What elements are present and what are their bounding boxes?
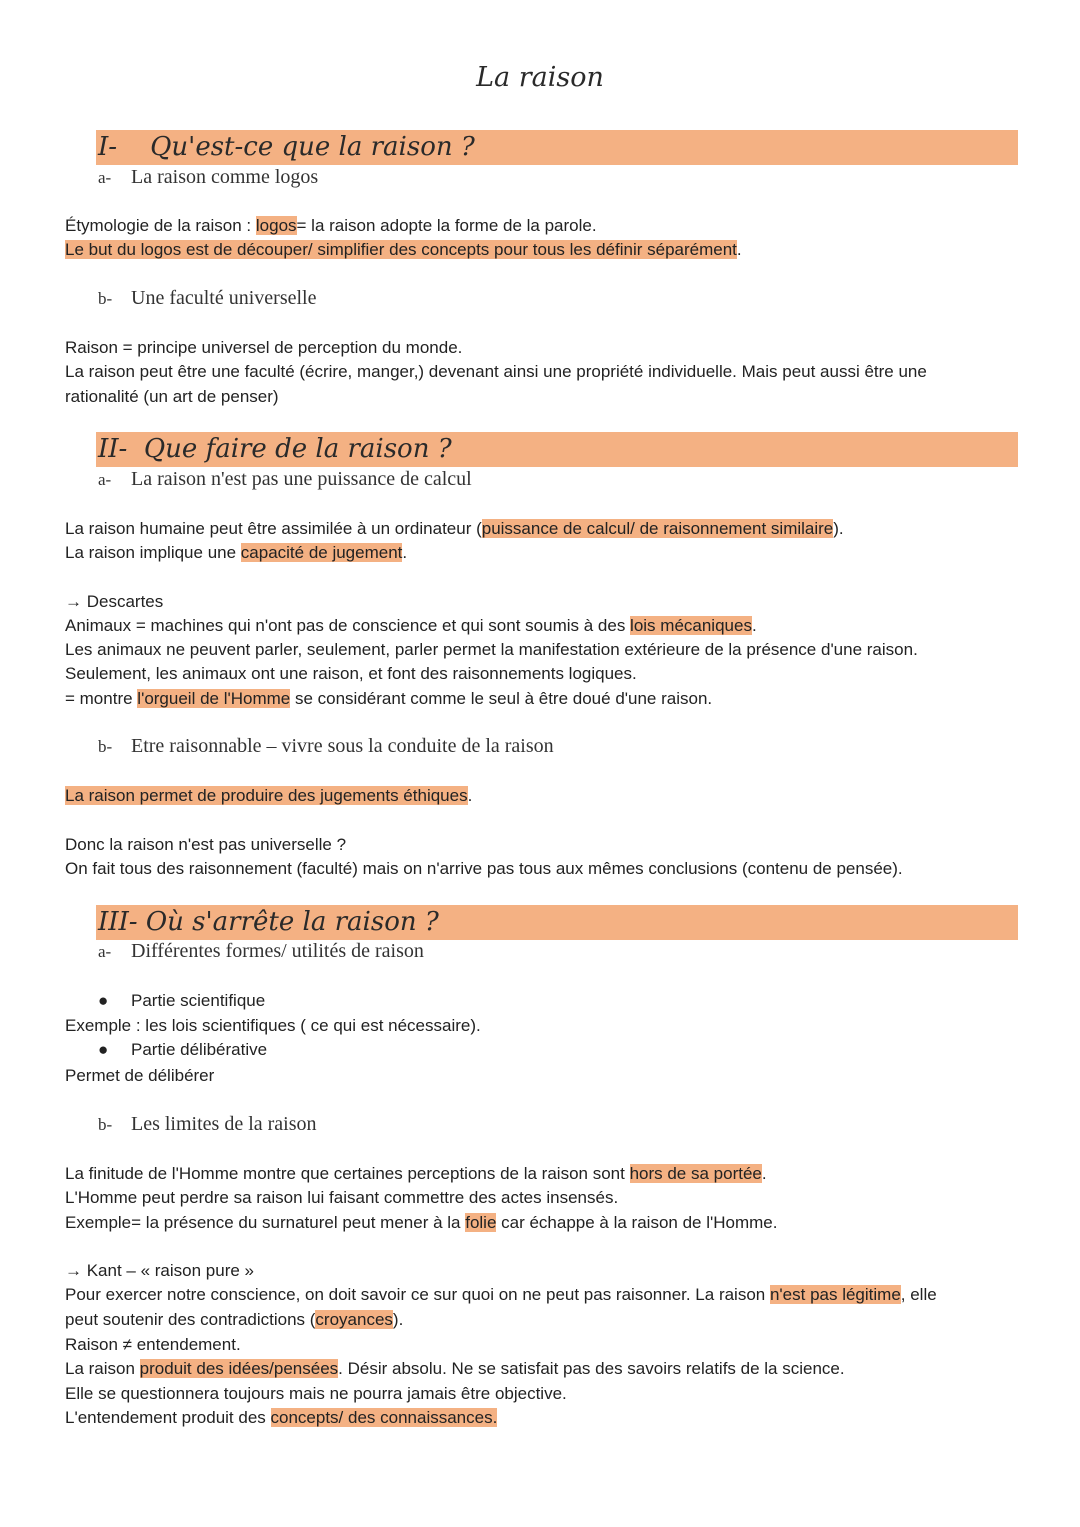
highlight: produit des idées/pensées xyxy=(139,1359,339,1378)
paragraph: La raison peut être une faculté (écrire, manger,) devenant ainsi une propriété individuelle. Mais peut aussi être une xyxy=(65,362,927,381)
subsection-letter: a- xyxy=(98,470,112,489)
paragraph: Les animaux ne peuvent parler, seulement, parler permet la manifestation extérieure de la présence d'une raison. xyxy=(65,640,918,659)
paragraph: → Kant – « raison pure » xyxy=(65,1261,255,1280)
paragraph: L'Homme peut perdre sa raison lui faisant commettre des actes insensés. xyxy=(65,1188,619,1207)
highlight: capacité de jugement xyxy=(240,543,403,562)
section-title-2: II- Que faire de la raison ? xyxy=(98,434,452,464)
paragraph: rationalité (un art de penser) xyxy=(65,387,279,406)
paragraph: Raison = principe universel de perception du monde. xyxy=(65,338,463,357)
highlight: croyances xyxy=(315,1310,393,1329)
paragraph: Seulement, les animaux ont une raison, et font des raisonnements logiques. xyxy=(65,664,637,683)
subsection-1b xyxy=(98,287,316,310)
paragraph: = montre l'orgueil de l'Homme se considérant comme le seul à être doué d'une raison. xyxy=(65,689,713,708)
subsection-3b xyxy=(98,1113,317,1136)
paragraph: Exemple : les lois scientifiques ( ce qui est nécessaire). xyxy=(65,1016,481,1035)
highlight: logos xyxy=(255,216,297,235)
subsection-letter: a- xyxy=(98,168,112,187)
paragraph: Permet de délibérer xyxy=(65,1066,215,1085)
paragraph: Le but du logos est de découper/ simplifier des concepts pour tous les définir séparément. xyxy=(65,240,742,259)
paragraph: On fait tous des raisonnement (faculté) mais on n'arrive pas tous aux mêmes conclusions (contenu de pensée). xyxy=(65,859,903,878)
subsection-label: La raison comme logos xyxy=(131,166,319,188)
subsection-letter: a- xyxy=(98,942,112,961)
subsection-1a xyxy=(98,166,318,189)
subsection-label: Différentes formes/ utilités de raison xyxy=(131,940,424,962)
paragraph: Exemple= la présence du surnaturel peut mener à la folie car échappe à la raison de l'Homme. xyxy=(65,1213,778,1232)
highlight: concepts/ des connaissances. xyxy=(270,1408,498,1427)
paragraph: L'entendement produit des concepts/ des connaissances. xyxy=(65,1408,498,1427)
highlight: lois mécaniques xyxy=(630,616,752,635)
section-title-1: I- Qu'est-ce que la raison ? xyxy=(98,132,475,162)
subsection-letter: b- xyxy=(98,1115,113,1134)
paragraph: La raison permet de produire des jugements éthiques. xyxy=(65,786,473,805)
bullet-icon: ● xyxy=(98,991,109,1010)
subsection-2a xyxy=(98,468,472,491)
highlight: folie xyxy=(465,1213,497,1232)
paragraph: La raison produit des idées/pensées. Désir absolu. Ne se satisfait pas des savoirs relatifs de la science. xyxy=(65,1359,845,1378)
subsection-letter: b- xyxy=(98,289,113,308)
bullet-item: ● Partie scientifique xyxy=(98,991,266,1010)
paragraph: Pour exercer notre conscience, on doit savoir ce sur quoi on ne peut pas raisonner. La raison n'est pas légitime, elle xyxy=(65,1285,937,1304)
subsection-3a xyxy=(98,940,424,963)
subsection-label: Les limites de la raison xyxy=(131,1113,317,1135)
subsection-2b xyxy=(98,735,554,758)
subsection-label: Une faculté universelle xyxy=(131,287,317,309)
highlight: Le but du logos est de découper/ simplifier des concepts pour tous les définir séparément xyxy=(65,240,737,259)
section-title-3: III- Où s'arrête la raison ? xyxy=(98,907,439,937)
paragraph: Elle se questionnera toujours mais ne pourra jamais être objective. xyxy=(65,1384,567,1403)
highlight: puissance de calcul/ de raisonnement similaire xyxy=(481,519,834,538)
highlight: hors de sa portée xyxy=(629,1164,762,1183)
paragraph: Étymologie de la raison : logos= la raison adopte la forme de la parole. xyxy=(65,216,597,235)
bullet-icon: ● xyxy=(98,1040,109,1059)
page-title: La raison xyxy=(476,62,604,93)
paragraph: La raison humaine peut être assimilée à un ordinateur (puissance de calcul/ de raisonnement similaire). xyxy=(65,519,844,538)
paragraph: Donc la raison n'est pas universelle ? xyxy=(65,835,347,854)
highlight: l'orgueil de l'Homme xyxy=(137,689,291,708)
paragraph: Animaux = machines qui n'ont pas de conscience et qui sont soumis à des lois mécaniques. xyxy=(65,616,757,635)
highlight: n'est pas légitime xyxy=(769,1285,901,1304)
paragraph: La finitude de l'Homme montre que certaines perceptions de la raison sont hors de sa portée. xyxy=(65,1164,767,1183)
subsection-letter: b- xyxy=(98,737,113,756)
subsection-label: La raison n'est pas une puissance de calcul xyxy=(131,468,472,490)
subsection-label: Etre raisonnable – vivre sous la conduite de la raison xyxy=(131,735,554,757)
paragraph: → Descartes xyxy=(65,592,164,611)
bullet-item: ● Partie délibérative xyxy=(98,1040,268,1059)
paragraph: La raison implique une capacité de jugement. xyxy=(65,543,408,562)
highlight: La raison permet de produire des jugements éthiques xyxy=(65,786,468,805)
paragraph: Raison ≠ entendement. xyxy=(65,1335,241,1354)
paragraph: peut soutenir des contradictions (croyances). xyxy=(65,1310,404,1329)
